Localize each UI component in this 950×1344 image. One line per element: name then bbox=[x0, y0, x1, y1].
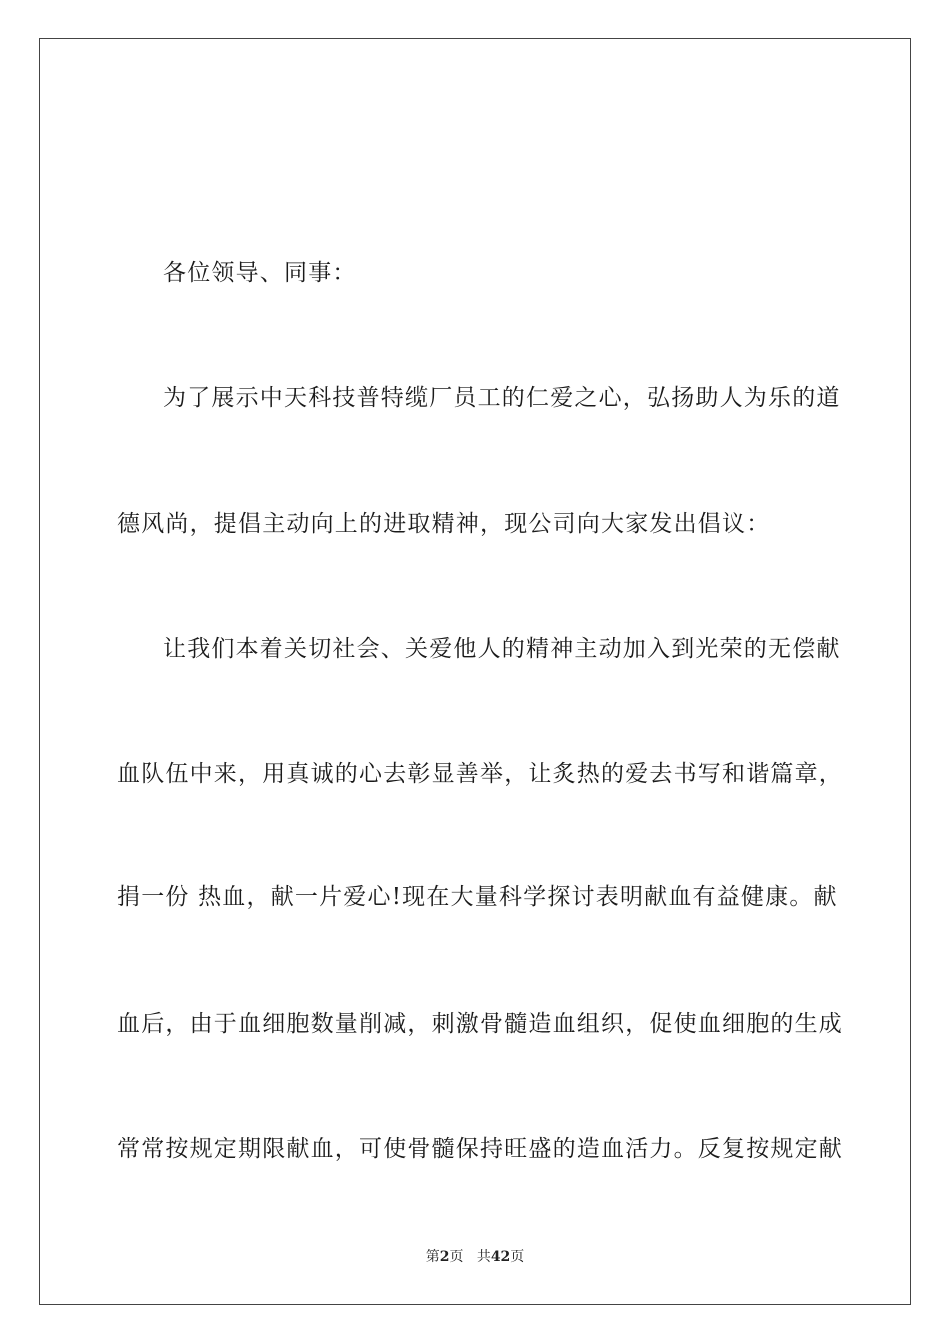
page-footer bbox=[0, 1248, 950, 1266]
paragraph-line: 为了展示中天科技普特缆厂员工的仁爱之心，弘扬助人为乐的道 bbox=[163, 385, 841, 411]
page-suffix: 页 bbox=[449, 1249, 464, 1265]
page-prefix: 第 bbox=[425, 1249, 440, 1265]
total-suffix: 页 bbox=[510, 1249, 525, 1265]
paragraph-line: 血队伍中来，用真诚的心去彰显善举，让炙热的爱去书写和谐篇章， bbox=[117, 761, 843, 787]
paragraph-line: 血后，由于血细胞数量削减，刺激骨髓造血组织，促使血细胞的生成 bbox=[117, 1011, 843, 1037]
salutation-line: 各位领导、同事： bbox=[163, 260, 357, 286]
total-pages: 42 bbox=[490, 1249, 511, 1265]
page-border bbox=[39, 38, 911, 1305]
paragraph-line: 捐一份 热血，献一片爱心!现在大量科学探讨表明献血有益健康。献 bbox=[117, 884, 838, 910]
paragraph-line: 德风尚，提倡主动向上的进取精神，现公司向大家发出倡议： bbox=[117, 511, 771, 537]
paragraph-line: 让我们本着关切社会、关爱他人的精神主动加入到光荣的无偿献 bbox=[163, 636, 841, 662]
page-number: 2 bbox=[439, 1249, 450, 1265]
paragraph-line: 常常按规定期限献血，可使骨髓保持旺盛的造血活力。反复按规定献 bbox=[117, 1136, 843, 1162]
total-prefix: 共 bbox=[476, 1249, 491, 1265]
